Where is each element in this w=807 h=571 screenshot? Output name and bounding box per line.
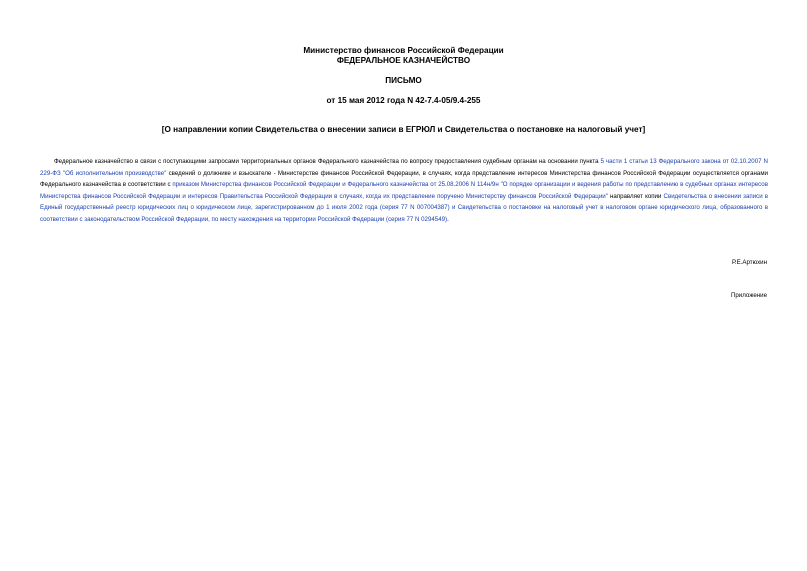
body-text-part: Федеральное казначейство в связи с поступающими запросами территориальных органов Федерального казначейства по вопросу предоставления судебным органам на основании пункта <box>54 158 601 165</box>
body-text-part: сведений о должнике и взыскателе - Министерстве финансов Российской Федерации, в случаях, когда представление интересов Министерства финансов Российской Федерации осуществляется органами Федерального казначейства в соответствии с <box>40 169 768 189</box>
document-subject: [О направлении копии Свидетельства о внесении записи в ЕГРЮЛ и Свидетельства о постановке на налоговый учет] <box>161 125 646 134</box>
document-type: ПИСЬМО <box>385 76 422 85</box>
certificates-link[interactable]: Свидетельства о внесении записи в Единый государственный реестр юридических лиц о юридическом лице, зарегистрированном до 1 июля 2002 года (серия 77 N 007004387) и Свидетельства о постановке на налоговый учет в налоговом органе юридического лица, образованного в соответствии с законодательством Российской Федерации, по месту нахождения на территории Российской Федерации (серия 77 N 0294549) <box>40 192 768 223</box>
signatory-name: Р.Е.Артюхин <box>731 259 767 266</box>
body-paragraph <box>40 156 768 226</box>
agency-name: ФЕДЕРАЛЬНОЕ КАЗНАЧЕЙСТВО <box>336 56 471 65</box>
ministry-name: Министерство финансов Российской Федерации <box>303 46 504 55</box>
body-text-part: направляет копии <box>607 192 664 200</box>
document-date-number: от 15 мая 2012 года N 42-7.4-05/9.4-255 <box>326 96 481 105</box>
law-link[interactable]: 5 части 1 статьи 13 Федерального закона от 02.10.2007 N 229-ФЗ "Об исполнительном производстве" <box>40 158 768 177</box>
body-text-part: . <box>447 215 449 223</box>
attachment-label: Приложение <box>730 292 767 299</box>
order-link[interactable]: приказом Министерства финансов Российской Федерации и Федерального казначейства от 25.08.2006 N 114н/9н "О порядке организации и ведения работы по представлению в судебных органах интересов Министерства финансов Российской Федерации и интересов Правительства Российской Федерации в случаях, когда их представление поручено Министерству финансов Российской Федерации" <box>40 181 768 200</box>
